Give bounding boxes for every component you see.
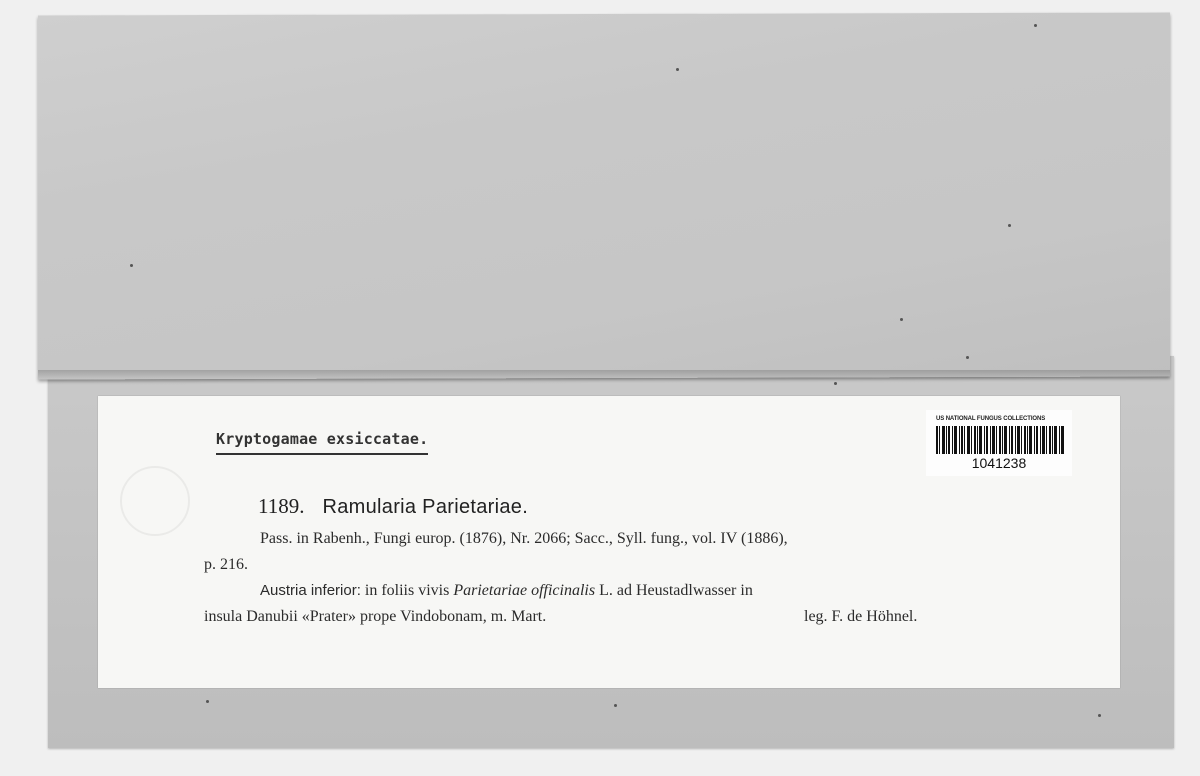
- locality-region: Austria inferior:: [260, 582, 361, 599]
- series-title: Kryptogamae exsiccatae.: [216, 430, 428, 455]
- dust-speck: [614, 704, 617, 707]
- dust-speck: [966, 356, 969, 359]
- dust-speck: [1008, 224, 1011, 227]
- barcode-icon: [936, 426, 1064, 454]
- dust-speck: [676, 68, 679, 71]
- dust-speck: [130, 264, 133, 267]
- locality-text-cont: L. ad Heustadlwasser in: [595, 582, 753, 599]
- flap-shadow: [38, 370, 1170, 380]
- specimen-label: [98, 396, 1120, 688]
- barcode-number: 1041238: [971, 455, 1027, 471]
- dust-speck: [900, 318, 903, 321]
- dust-speck: [834, 382, 837, 385]
- dust-speck: [1034, 24, 1037, 27]
- host-name: Parietariae officinalis: [453, 582, 596, 599]
- faint-stamp: [120, 466, 190, 536]
- dust-speck: [206, 700, 209, 703]
- barcode-label: [926, 410, 1072, 476]
- dust-speck: [1098, 714, 1101, 717]
- citation-line-1: Pass. in Rabenh., Fungi europ. (1876), Nr. 2066; Sacc., Syll. fung., vol. IV (1886),: [260, 530, 788, 547]
- locality-line-2: insula Danubii «Prater» prope Vindobonam, m. Mart.: [204, 608, 547, 625]
- locality-text: in foliis vivis: [360, 582, 454, 599]
- species-title: [258, 494, 528, 519]
- citation-line-2: p. 216.: [204, 556, 248, 573]
- folder-flap: [38, 13, 1170, 380]
- species-name: Ramularia Parietariae.: [322, 496, 529, 518]
- locality-line-1: [260, 582, 753, 600]
- exsiccata-number: 1189.: [258, 494, 305, 518]
- barcode-collection-name: US NATIONAL FUNGUS COLLECTIONS: [936, 416, 1046, 422]
- collector: leg. F. de Höhnel.: [804, 608, 918, 625]
